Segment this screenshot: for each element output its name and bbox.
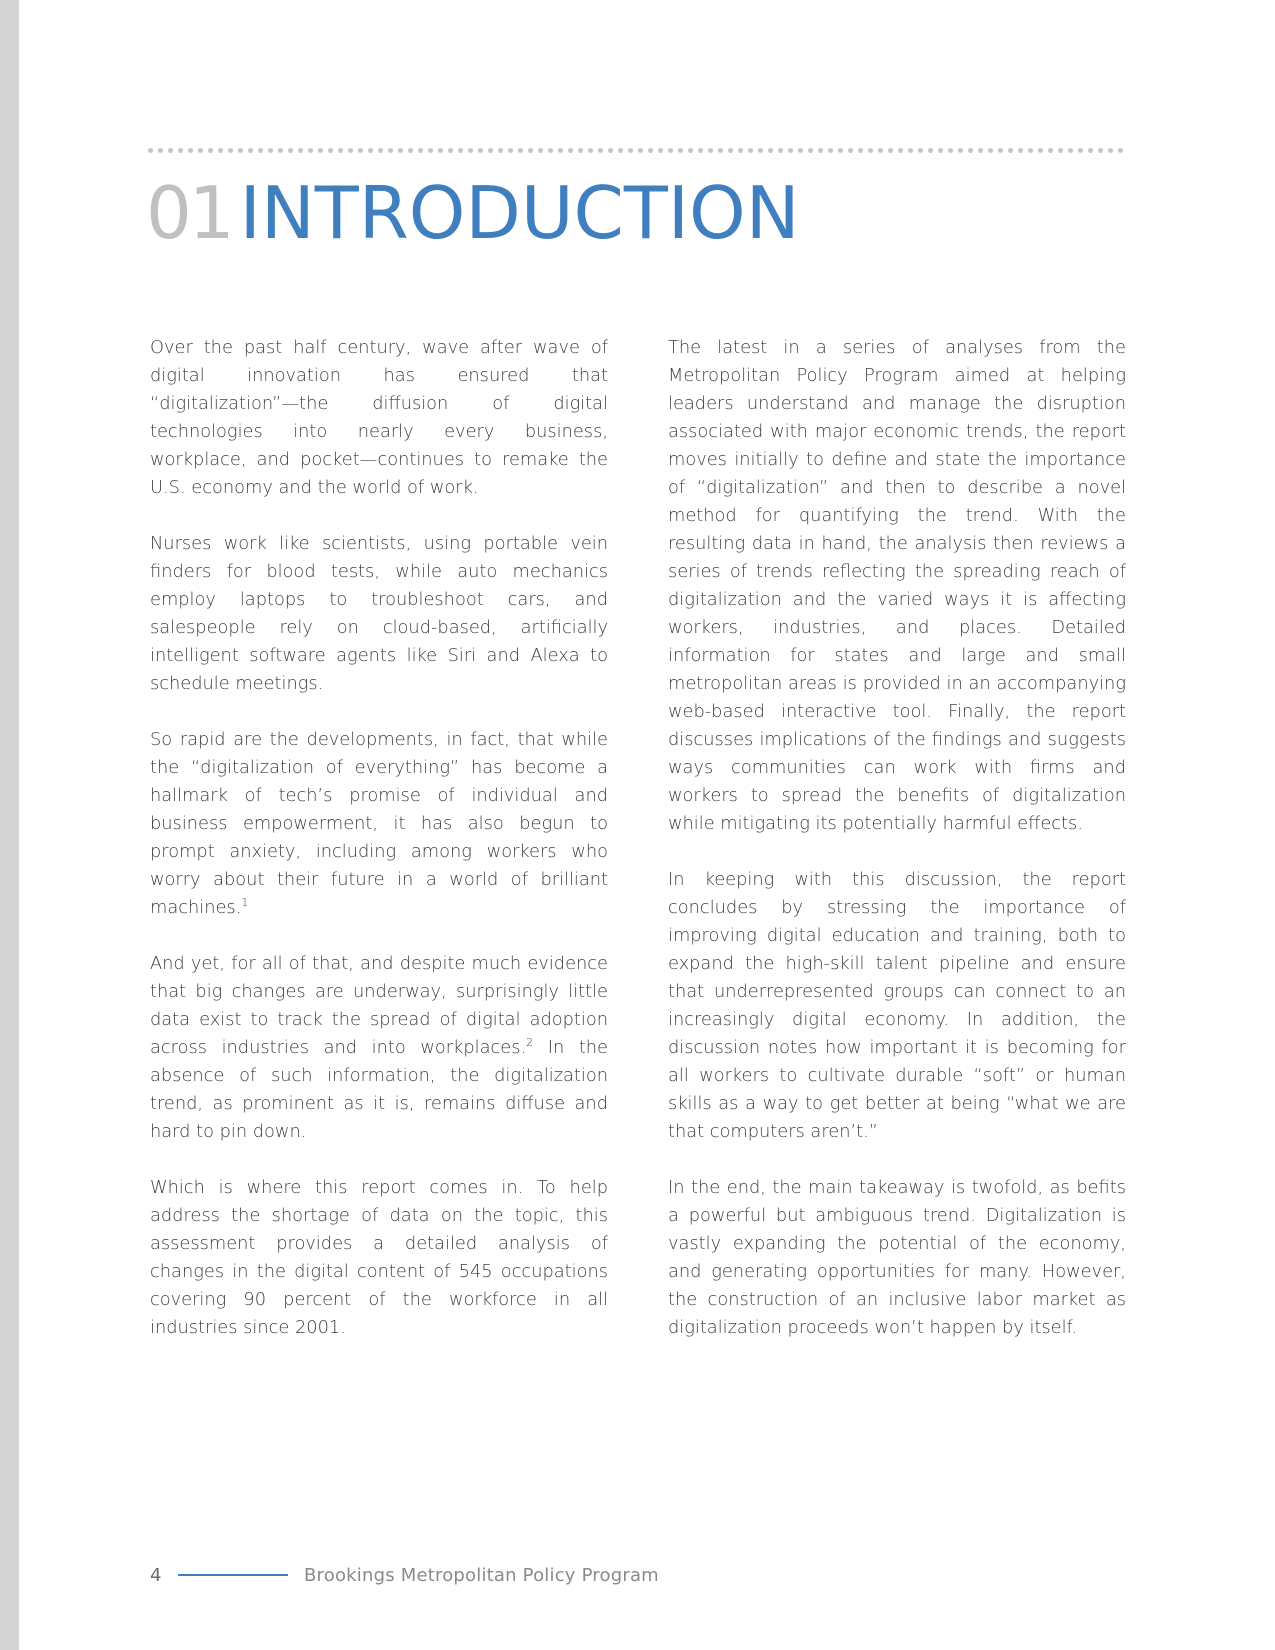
paragraph-text: In the absence of such information, the digitalization trend, as prominent as it is, remains diffuse and hard to pin down. [150,1037,608,1142]
paragraph: Nurses work like scientists, using portable vein finders for blood tests, while auto mechanics employ laptops to troubleshoot cars, and salespeople rely on cloud-based, artificially intelligent software agents like Siri and Alexa to schedule meetings. [150,533,608,694]
chapter-number: 01 [146,171,232,255]
header-dotted-rule [148,148,1124,153]
page-number: 4 [150,1564,162,1586]
footer-rule [178,1574,288,1576]
chapter-heading [146,168,800,258]
paragraph: Over the past half century, wave after wave of digital innovation has ensured that “digitalization”—the diffusion of digital technologies into nearly every business, workplace, and pocket—continues to remake the U.S. economy and the world of work. [150,337,608,498]
right-text-column [668,334,1126,1370]
paragraph: In the end, the main takeaway is twofold, as befits a powerful but ambiguous trend. Digitalization is vastly expanding the potential of the economy, and generating opportunities for many. However, the construction of an inclusive labor market as digitalization proceeds won’t happen by itself. [668,1177,1126,1338]
paragraph: The latest in a series of analyses from the Metropolitan Policy Program aimed at helping leaders understand and manage the disruption associated with major economic trends, the report moves initially to define and state the importance of “digitalization” and then to describe a novel method for quantifying the trend. With the resulting data in hand, the analysis then reviews a series of trends reflecting the spreading reach of digitalization and the varied ways it is affecting workers, industries, and places. Detailed information for states and large and small metropolitan areas is provided in an accompanying web-based interactive tool. Finally, the report discusses implications of the findings and suggests ways communities can work with firms and workers to spread the benefits of digitalization while mitigating its potentially harmful effects. [668,337,1126,834]
paragraph-text: So rapid are the developments, in fact, that while the “digitalization of everything” has become a hallmark of tech’s promise of individual and business empowerment, it has also begun to prompt anxiety, including among workers who worry about their future in a world of brilliant machines. [150,729,608,918]
paragraph [150,950,608,1146]
paragraph: In keeping with this discussion, the report concludes by stressing the importance of improving digital education and training, both to expand the high-skill talent pipeline and ensure that underrepresented groups can connect to an increasingly digital economy. In addition, the discussion notes how important it is becoming for all workers to cultivate durable “soft” or human skills as a way to get better at being “what we are that computers aren’t.” [668,869,1126,1142]
publication-name: Brookings Metropolitan Policy Program [304,1564,659,1586]
paragraph [150,726,608,922]
left-text-column [150,334,608,1370]
page-edge-bar [0,0,19,1650]
page-footer [150,1560,659,1590]
paragraph: Which is where this report comes in. To help address the shortage of data on the topic, this assessment provides a detailed analysis of changes in the digital content of 545 occupations covering 90 percent of the workforce in all industries since 2001. [150,1177,608,1338]
footnote-marker: 2 [526,1036,534,1050]
chapter-title: INTRODUCTION [239,171,800,255]
footnote-marker: 1 [241,896,249,910]
paragraph-text: And yet, for all of that, and despite much evidence that big changes are underway, surprisingly little data exist to track the spread of digital adoption across industries and into workplaces. [150,953,608,1058]
